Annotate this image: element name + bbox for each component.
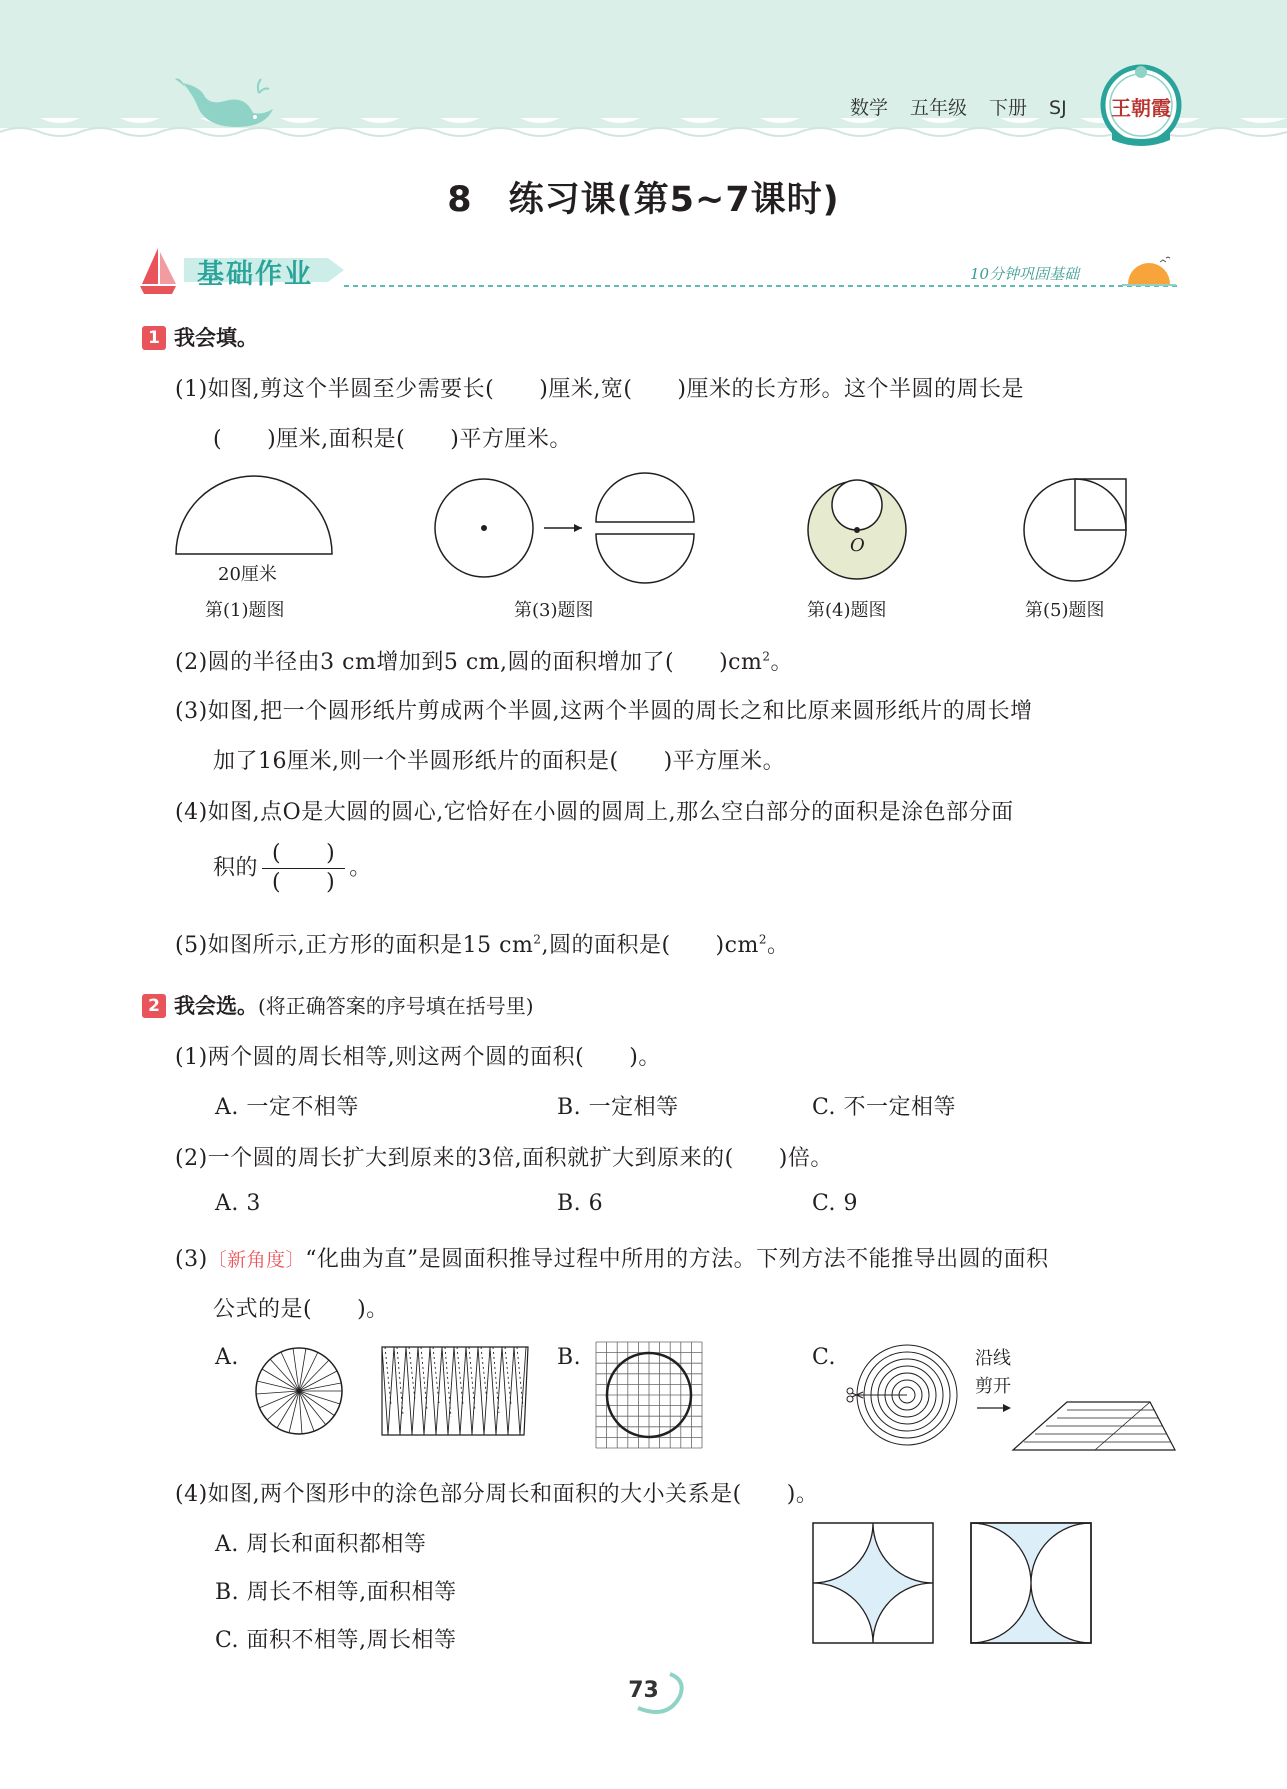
q2-item1-option-c: C. 不一定相等 xyxy=(812,1095,957,1120)
q2-item3-option-a: A. xyxy=(215,1345,239,1370)
brand-logo-text: 王朝霞 xyxy=(1111,96,1171,120)
q2-item1-stem: (1)两个圆的周长相等,则这两个圆的面积( )。 xyxy=(175,1045,661,1070)
option-a-rearranged-strip xyxy=(380,1345,530,1437)
q1-item2: (2)圆的半径由3 cm增加到5 cm,圆的面积增加了( )$cm^2$。 xyxy=(175,649,794,675)
q1-heading-text: 我会填。 xyxy=(174,326,258,350)
new-angle-tag: 〔新角度〕 xyxy=(207,1249,306,1271)
q1-item1-line1: (1)如图,剪这个半圆至少需要长( )厘米,宽( )厘米的长方形。这个半圆的周长是 xyxy=(175,377,1024,402)
q1-number: 1 xyxy=(142,326,166,350)
q2-item3-stem: (3)〔新角度〕“化曲为直”是圆面积推导过程中所用的方法。下列方法不能推导出圆的面积 xyxy=(175,1247,1049,1272)
cut-label-2: 剪开 xyxy=(975,1376,1011,1397)
q1-item5: (5)如图所示,正方形的面积是15 $cm^2$,圆的面积是( )$cm^2$。 xyxy=(175,932,790,958)
q1-item1-line2: ( )厘米,面积是( )平方厘米。 xyxy=(213,427,572,452)
q1-item3-line2: 加了16厘米,则一个半圆形纸片的面积是( )平方厘米。 xyxy=(213,749,786,774)
fig1-length-label: 20厘米 xyxy=(218,564,277,585)
whale-icon xyxy=(175,75,280,135)
q1-item4-line2: 积的 $\frac{( )}{( )}$ 。 xyxy=(213,841,372,895)
q2-item2-option-a: A. 3 xyxy=(215,1191,261,1216)
q1-item4-line1: (4)如图,点O是大圆的圆心,它恰好在小圆的圆周上,那么空白部分的面积是涂色部分面 xyxy=(175,800,1014,825)
sunrise-icon xyxy=(1122,256,1176,288)
subject-label: 数学 xyxy=(850,97,889,119)
q2-item2-stem: (2)一个圆的周长扩大到原来的3倍,面积就扩大到原来的( )倍。 xyxy=(175,1146,833,1171)
figure-semicircle xyxy=(174,470,334,560)
q2-number: 2 xyxy=(142,994,166,1018)
q2-heading-text: 我会选。 xyxy=(174,994,258,1018)
q2-item1-option-b: B. 一定相等 xyxy=(557,1095,679,1120)
q2-item4-stem: (4)如图,两个图形中的涂色部分周长和面积的大小关系是( )。 xyxy=(175,1482,819,1507)
q2-item4-option-a: A. 周长和面积都相等 xyxy=(215,1532,427,1557)
fig4-point-o: O xyxy=(850,535,865,556)
q1-item3-line1: (3)如图,把一个圆形纸片剪成两个半圆,这两个半圆的周长之和比原来圆形纸片的周长增 xyxy=(175,699,1033,724)
page-number: 73 xyxy=(628,1678,659,1703)
option-b-grid-circle xyxy=(594,1340,704,1450)
figure-circle-cut xyxy=(432,474,697,584)
cut-label-1: 沿线 xyxy=(975,1348,1011,1369)
q2-item1-option-a: A. 一定不相等 xyxy=(215,1095,359,1120)
q2-item2-option-c: C. 9 xyxy=(812,1191,859,1216)
header-meta xyxy=(850,93,1089,120)
edition-label: SJ xyxy=(1049,97,1067,119)
q2-item3-stem-line2: 公式的是( )。 xyxy=(213,1297,389,1322)
fig5-caption: 第(5)题图 xyxy=(1025,600,1105,621)
section-note: 10分钟巩固基础 xyxy=(970,265,1080,283)
volume-label: 下册 xyxy=(989,97,1028,119)
q2-item3-option-b: B. xyxy=(557,1345,582,1370)
q2-item4-option-c: C. 面积不相等,周长相等 xyxy=(215,1628,457,1653)
option-a-sector-circle xyxy=(253,1345,345,1437)
figure-nested-circles xyxy=(805,474,910,584)
figure-square-quarter-arcs xyxy=(812,1522,934,1644)
fig4-caption: 第(4)题图 xyxy=(807,600,887,621)
figure-circle-square xyxy=(1022,476,1130,586)
q2-heading-note: (将正确答案的序号填在括号里) xyxy=(258,994,534,1018)
section-label: 基础作业 xyxy=(197,259,313,290)
option-c-arrow-triangle xyxy=(975,1400,1175,1455)
figure-square-half-arcs xyxy=(970,1522,1092,1644)
q2-item3-option-c: C. xyxy=(812,1345,837,1370)
q2-heading xyxy=(142,990,534,1020)
grade-label: 五年级 xyxy=(910,97,968,119)
brand-logo xyxy=(1100,60,1182,150)
q1-heading xyxy=(142,322,258,352)
page-title: 8 练习课(第5~7课时) xyxy=(447,180,840,220)
fig3-caption: 第(3)题图 xyxy=(514,600,594,621)
fraction-blank[interactable]: $\frac{( )}{( )}$ xyxy=(262,840,345,897)
option-c-concentric-circles xyxy=(845,1340,960,1450)
fig1-caption: 第(1)题图 xyxy=(205,600,285,621)
q2-item2-option-b: B. 6 xyxy=(557,1191,604,1216)
q2-item4-option-b: B. 周长不相等,面积相等 xyxy=(215,1580,457,1605)
